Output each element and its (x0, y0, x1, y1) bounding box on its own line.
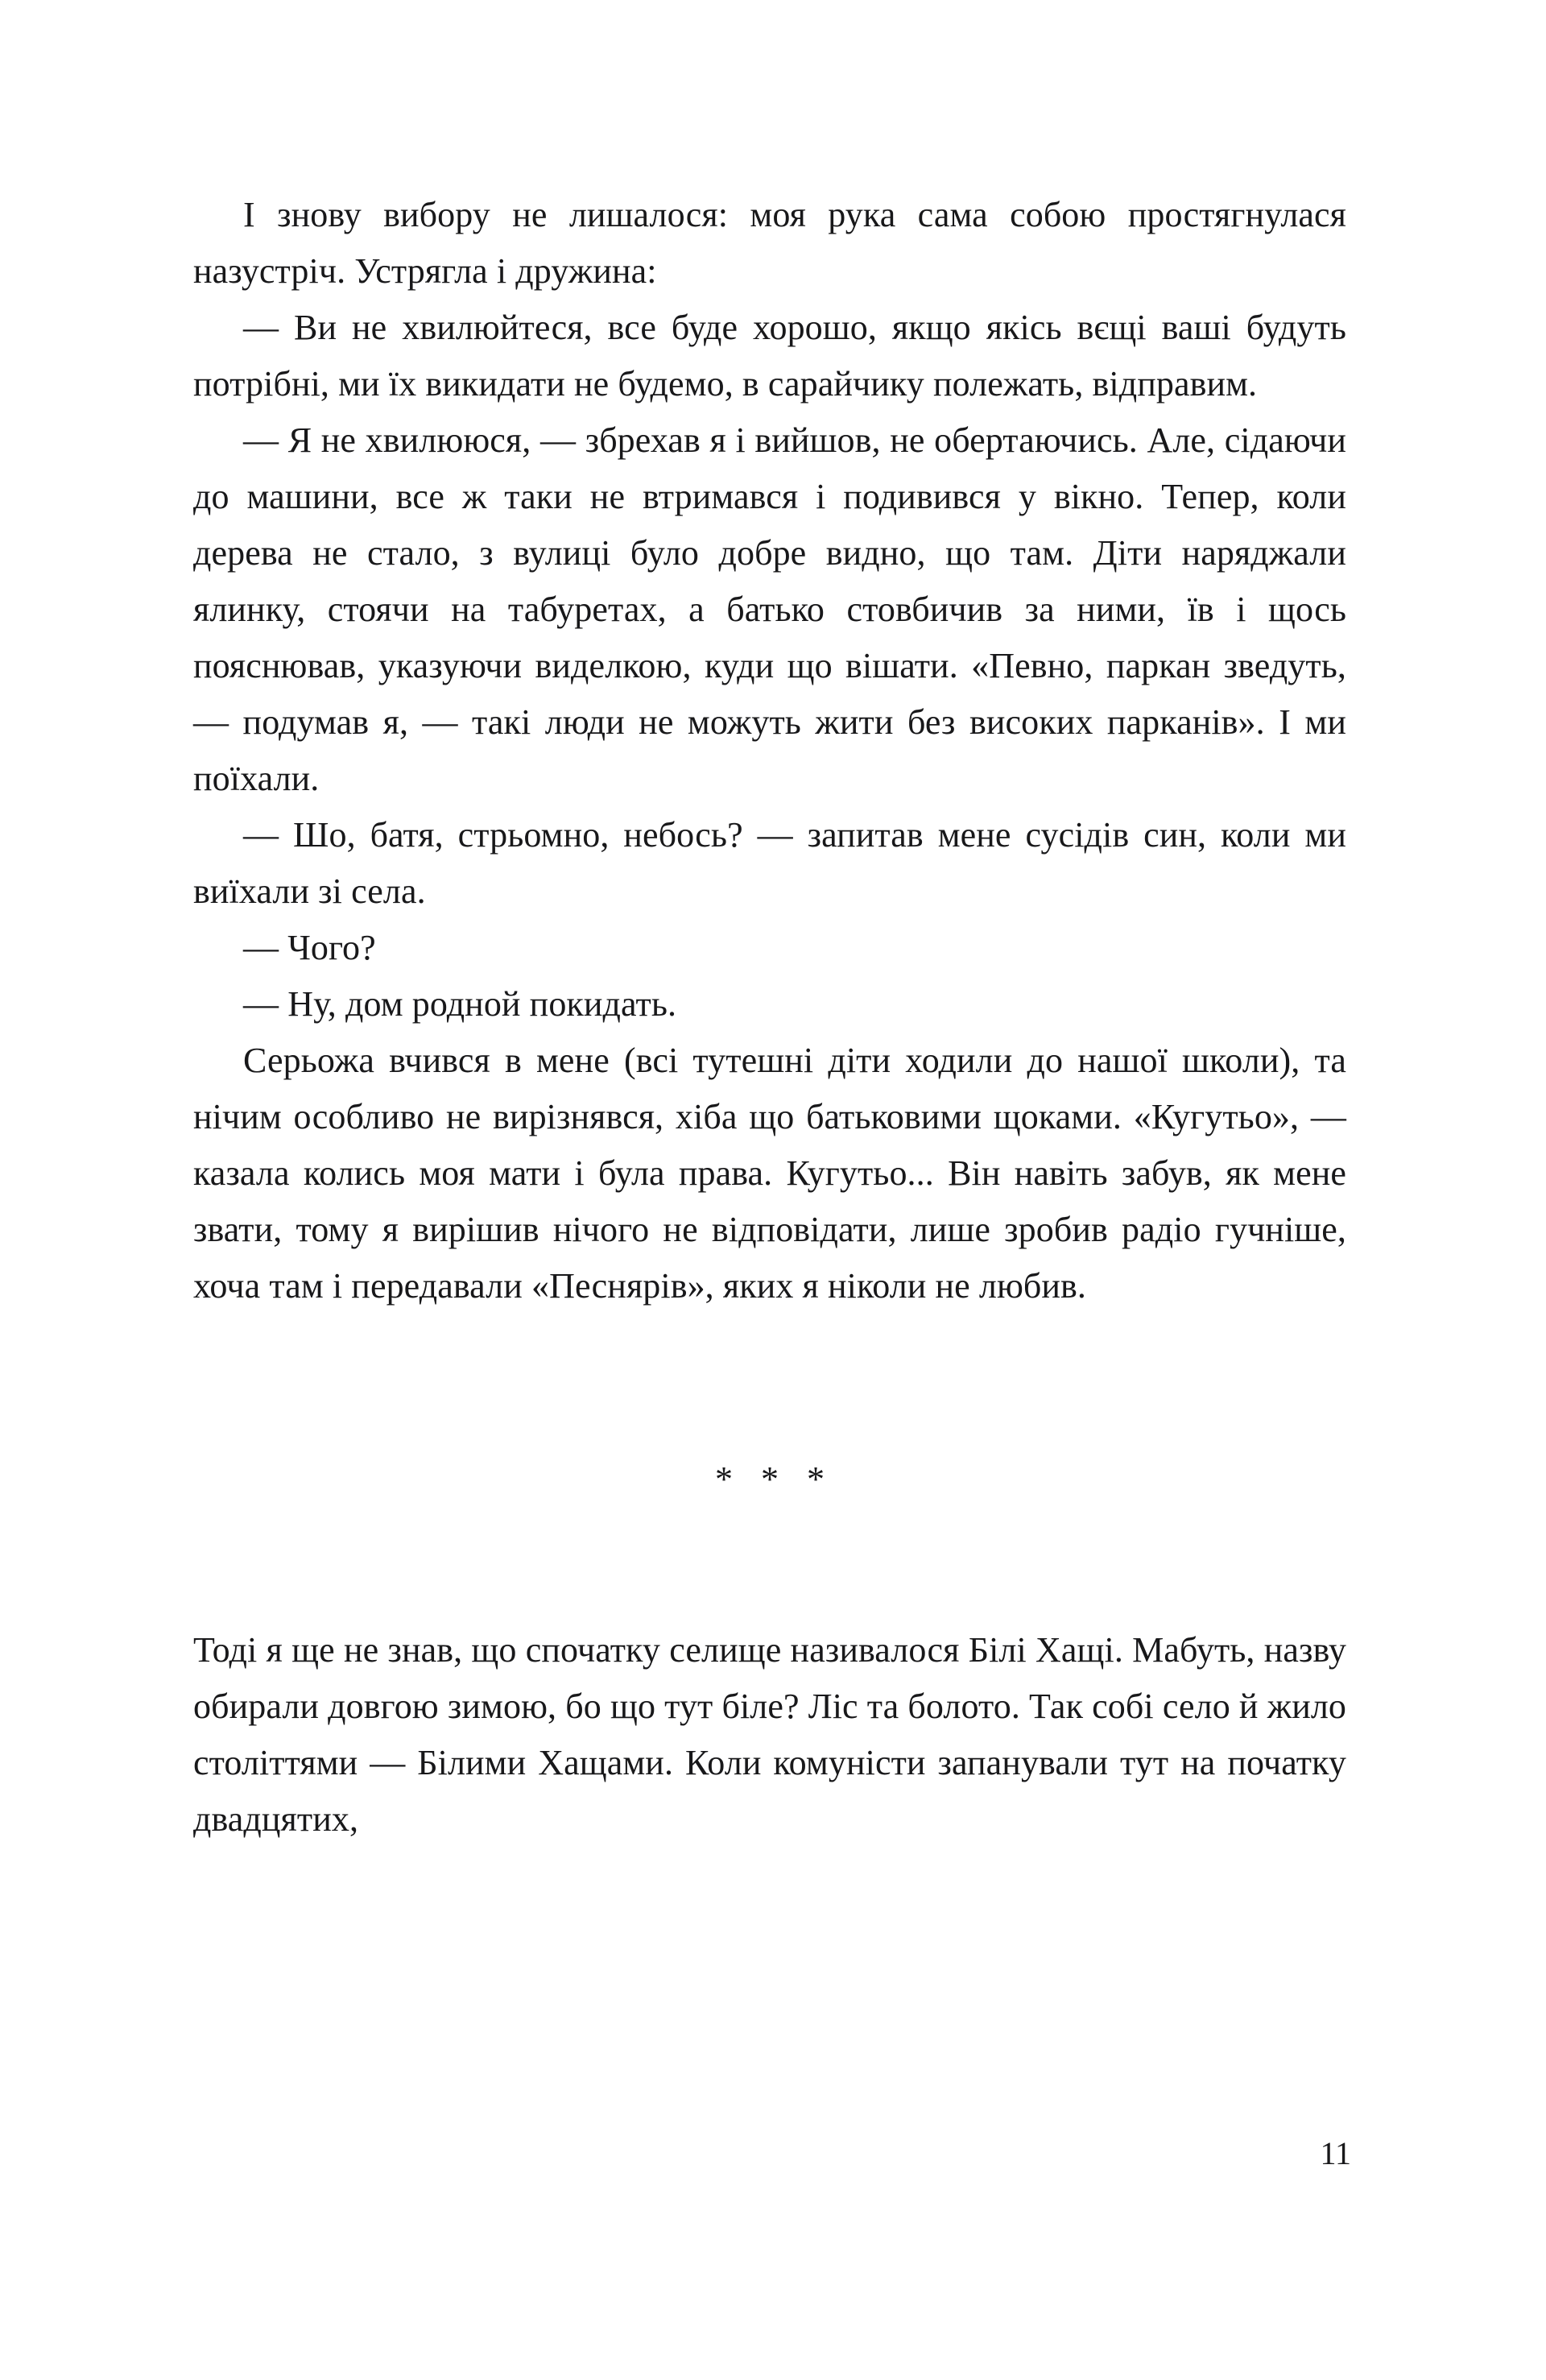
page-number: 11 (1320, 2135, 1351, 2171)
paragraph-8: Тоді я ще не знав, що спочатку селище називалося Білі Хащі. Мабуть, назву обирали довгою зимою, бо що тут біле? Ліс та болото. Так собі село й жило століттями — Білими Хащами. Коли комуністи запанували тут на початку двадцятих, (193, 1630, 1346, 1839)
paragraph-2: — Ви не хвилюйтеся, все буде хорошо, якщо якісь вєщі ваші будуть потрібні, ми їх викидати не будемо, в сарайчику полежать, відправим. (193, 308, 1346, 404)
page-text-block (193, 187, 1346, 1848)
paragraph-7: Серьожа вчився в мене (всі тутешні діти ходили до нашої школи), та нічим особливо не вирізнявся, хіба що батьковими щоками. «Кугутьо», — казала колись моя мати і була права. Кугутьо... Він навіть забув, як мене звати, тому я вирішив нічого не відповідати, лише зробив радіо гучніше, хоча там і передавали «Песнярів», яких я ніколи не любив. (193, 1041, 1346, 1306)
paragraph-6: — Ну, дом родной покидать. (243, 984, 677, 1024)
paragraph-1: І знову вибору не лишалося: моя рука сама собою простягнулася назустріч. Устрягла і дружина: (193, 195, 1346, 291)
divider-bottom-spacer (193, 1508, 1346, 1622)
paragraph-3: — Я не хвилююся, — збрехав я і вийшов, не обертаючись. Але, сідаючи до машини, все ж таки не втримався і подивився у вікно. Тепер, коли дерева не стало, з вулиці було добре видно, що там. Діти наряджали ялинку, стоячи на табуретах, а батько стовбичив за ними, їв і щось пояснював, указуючи виделкою, куди що вішати. «Певно, паркан зведуть, — подумав я, — такі люди не можуть жити без високих парканів». І ми поїхали. (193, 420, 1346, 798)
section-break-divider: * * * (715, 1459, 834, 1499)
paragraph-5: — Чого? (243, 928, 376, 967)
divider-top-spacer (193, 1314, 1346, 1451)
paragraph-4: — Шо, батя, стрьомно, небось? — запитав мене сусідів син, коли ми виїхали зі села. (193, 815, 1346, 911)
